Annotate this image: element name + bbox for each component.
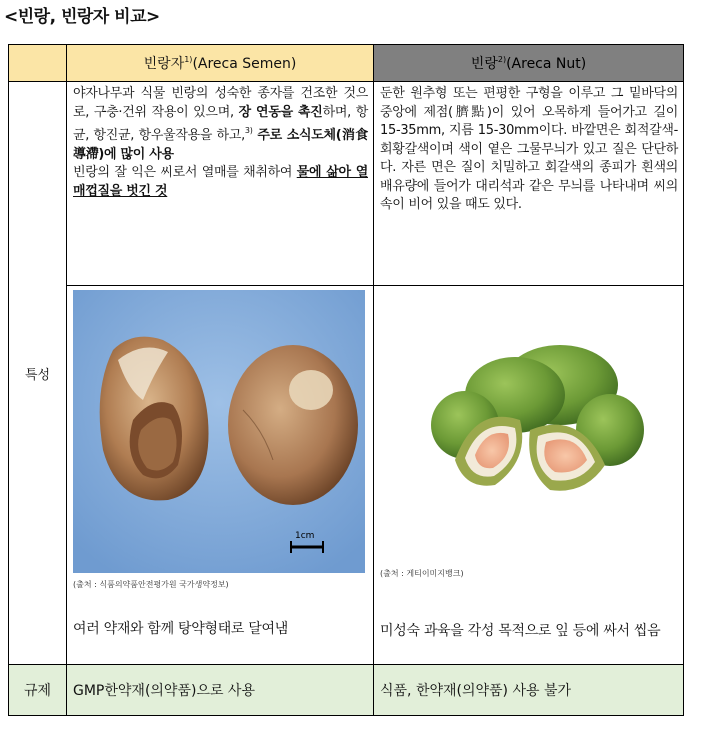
row-label-characteristics: 특성 [9,82,67,665]
areca-nut-description: 둔한 원추형 또는 편평한 구형을 이루고 그 밑바닥의 중앙에 제점(臍點)이 있어 오목하게 들어가고 길이 15-35mm, 지름 15-30mm이다. 바깥면은 회적갈색-회황갈색이며 색이 옅은 그물무늬가 있고 질은 단단하다. 자른 면은 질이 치밀하고 회갈색의 종피가 흰색의 배유량에 들어가 대리석과 같은 무늬를 나타내며 씨의 속이 비어 있을 때도 있다. [374,82,684,286]
characteristics-text-row [9,82,684,286]
areca-nut-photo-cell [374,286,684,665]
header-corner-cell [9,45,67,82]
areca-semen-photo [73,290,365,573]
semen-desc-text-2: 하며, 항균, 항진균, 항우울작용을 하고, [73,104,368,143]
areca-nut-name: 빈랑 [470,56,498,72]
semen-photo-caption: 여러 약재와 함께 탕약형태로 달여냄 [73,621,288,637]
semen-photo-source: (출처 : 식품의약품안전평가원 국가생약정보) [73,580,229,589]
header-row [9,45,684,82]
semen-desc-emphasis-usage: 주로 소식도체(消食導滯)에 많이 사용 [73,128,368,162]
semen-desc-emphasis-peristalsis: 장 연동을 촉진 [238,104,323,120]
semen-desc-text-3: 빈랑의 잘 익은 씨로서 열매를 채취하여 [73,165,297,180]
header-areca-nut [374,45,684,82]
characteristics-photo-row [9,286,684,665]
row-label-regulation: 규제 [9,665,67,716]
areca-semen-regulation: GMP한약재(의약품)으로 사용 [67,665,374,716]
scale-bar-label: 1cm [295,531,315,541]
comparison-table [8,44,684,716]
semen-desc-text-1: 야자나무과 식물 빈랑의 성숙한 종자를 건조한 것으로, 구충·건위 작용이 있으며, [73,86,368,120]
areca-semen-photo-cell [67,286,374,665]
areca-nut-latin: (Areca Nut) [506,56,587,72]
areca-semen-name: 빈랑자 [143,56,185,72]
areca-nut-photo [380,290,674,560]
nut-photo-source: (출처 : 게티이미지뱅크) [380,569,464,578]
areca-semen-latin: (Areca Semen) [192,56,297,72]
semen-desc-emphasis-boiled: 물에 삶아 열매껍질을 벗긴 것 [73,165,368,199]
footnote-1: 1) [184,55,193,64]
footnote-3: 3) [244,126,253,135]
areca-semen-description [67,82,374,286]
areca-nut-regulation: 식품, 한약재(의약품) 사용 불가 [374,665,684,716]
footnote-2: 2) [497,55,507,64]
regulation-row [9,665,684,716]
header-areca-semen [67,45,374,82]
nut-photo-caption: 미성숙 과육을 각성 목적으로 잎 등에 싸서 씹음 [380,623,661,639]
page-title: <빈랑, 빈랑자 비교> [4,7,160,27]
